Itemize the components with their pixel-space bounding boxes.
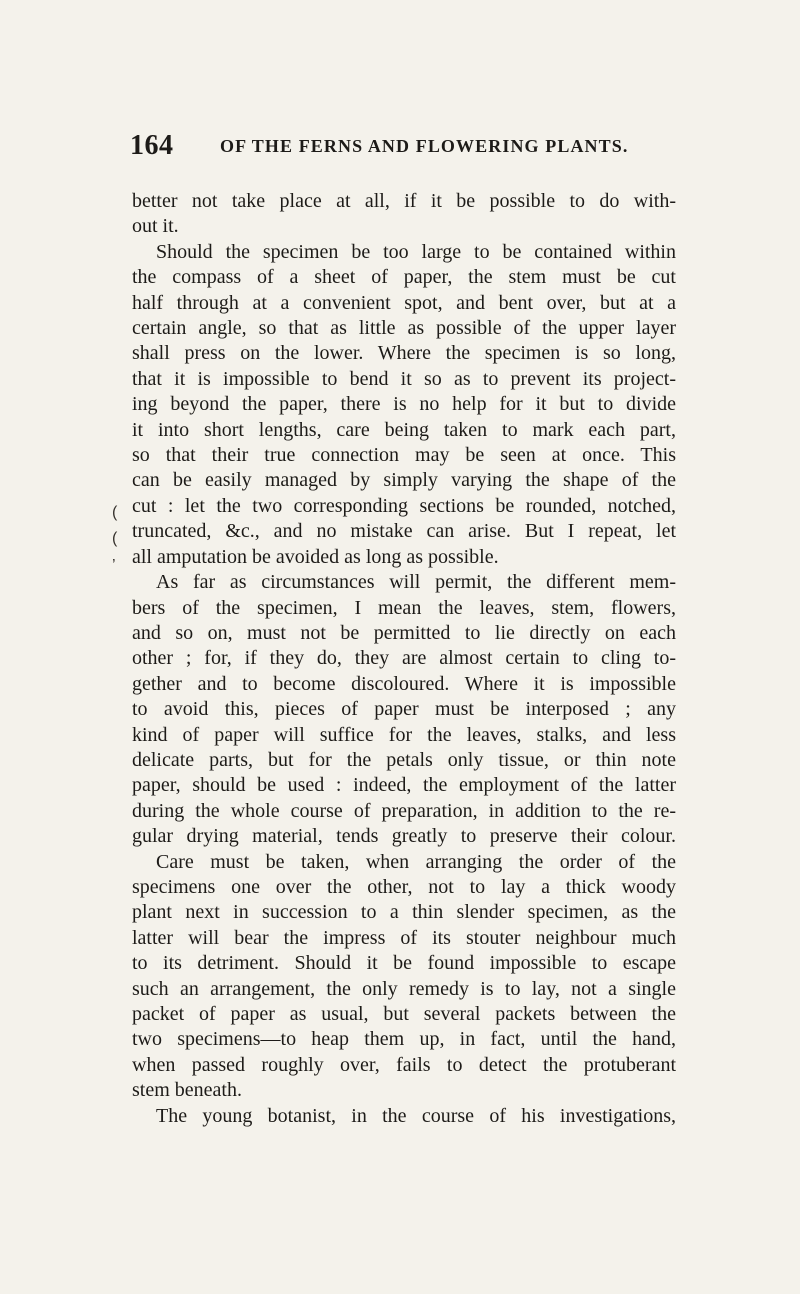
- text-line: other ; for, if they do, they are almost certain to cling to-: [132, 647, 676, 670]
- running-head: [130, 128, 690, 164]
- text-line: when passed roughly over, fails to detect the protuberant: [132, 1053, 676, 1076]
- text-line: out it.: [132, 215, 179, 238]
- text-line: shall press on the lower. Where the specimen is so long,: [132, 342, 676, 365]
- text-line: it into short lengths, care being taken to mark each part,: [132, 418, 676, 441]
- text-line: such an arrangement, the only remedy is to lay, not a single: [132, 977, 676, 1000]
- text-line: truncated, &c., and no mistake can arise. But I repeat, let: [132, 520, 676, 543]
- text-line: to its detriment. Should it be found impossible to escape: [132, 952, 676, 975]
- text-line: better not take place at all, if it be possible to do with-: [132, 190, 676, 212]
- text-line: the compass of a sheet of paper, the stem must be cut: [132, 266, 676, 289]
- text-line: plant next in succession to a thin slender specimen, as the: [132, 901, 676, 924]
- text-line: two specimens—to heap them up, in fact, until the hand,: [132, 1028, 676, 1051]
- text-line: gular drying material, tends greatly to preserve their colour.: [132, 825, 676, 848]
- text-line: As far as circumstances will permit, the different mem-: [156, 571, 676, 594]
- page-number: 164: [130, 130, 174, 161]
- text-line: Care must be taken, when arranging the order of the: [156, 850, 676, 873]
- text-line: kind of paper will suffice for the leaves, stalks, and less: [132, 723, 676, 746]
- text-line: and so on, must not be permitted to lie directly on each: [132, 621, 676, 644]
- margin-mark: ’: [112, 557, 116, 574]
- text-line: all amputation be avoided as long as possible.: [132, 545, 499, 568]
- text-line: so that their true connection may be seen at once. This: [132, 444, 676, 467]
- text-line: latter will bear the impress of its stouter neighbour much: [132, 926, 676, 949]
- text-line: certain angle, so that as little as possible of the upper layer: [132, 317, 676, 340]
- running-title: OF THE FERNS AND FLOWERING PLANTS.: [220, 136, 629, 156]
- text-line: Should the specimen be too large to be contained within: [156, 240, 676, 263]
- text-line: gether and to become discoloured. Where it is impossible: [132, 672, 676, 695]
- text-line: that it is impossible to bend it so as to prevent its project-: [132, 367, 676, 390]
- text-line: to avoid this, pieces of paper must be interposed ; any: [132, 698, 676, 721]
- text-line: cut : let the two corresponding sections be rounded, notched,: [132, 494, 676, 517]
- text-line: packet of paper as usual, but several packets between the: [132, 1003, 676, 1025]
- margin-mark: (: [112, 504, 118, 521]
- text-line: can be easily managed by simply varying the shape of the: [132, 469, 676, 492]
- text-line: during the whole course of preparation, in addition to the re-: [132, 799, 676, 822]
- text-line: specimens one over the other, not to lay a thick woody: [132, 875, 676, 898]
- text-line: half through at a convenient spot, and bent over, but at a: [132, 291, 676, 314]
- text-line: The young botanist, in the course of his investigations,: [156, 1104, 676, 1127]
- text-line: ing beyond the paper, there is no help for it but to divide: [132, 393, 676, 416]
- body-text: [132, 189, 676, 1249]
- margin-mark: (: [112, 530, 118, 547]
- text-line: bers of the specimen, I mean the leaves, stem, flowers,: [132, 596, 676, 619]
- text-line: delicate parts, but for the petals only tissue, or thin note: [132, 748, 676, 771]
- text-line: paper, should be used : indeed, the employment of the latter: [132, 774, 676, 797]
- text-line: stem beneath.: [132, 1079, 242, 1102]
